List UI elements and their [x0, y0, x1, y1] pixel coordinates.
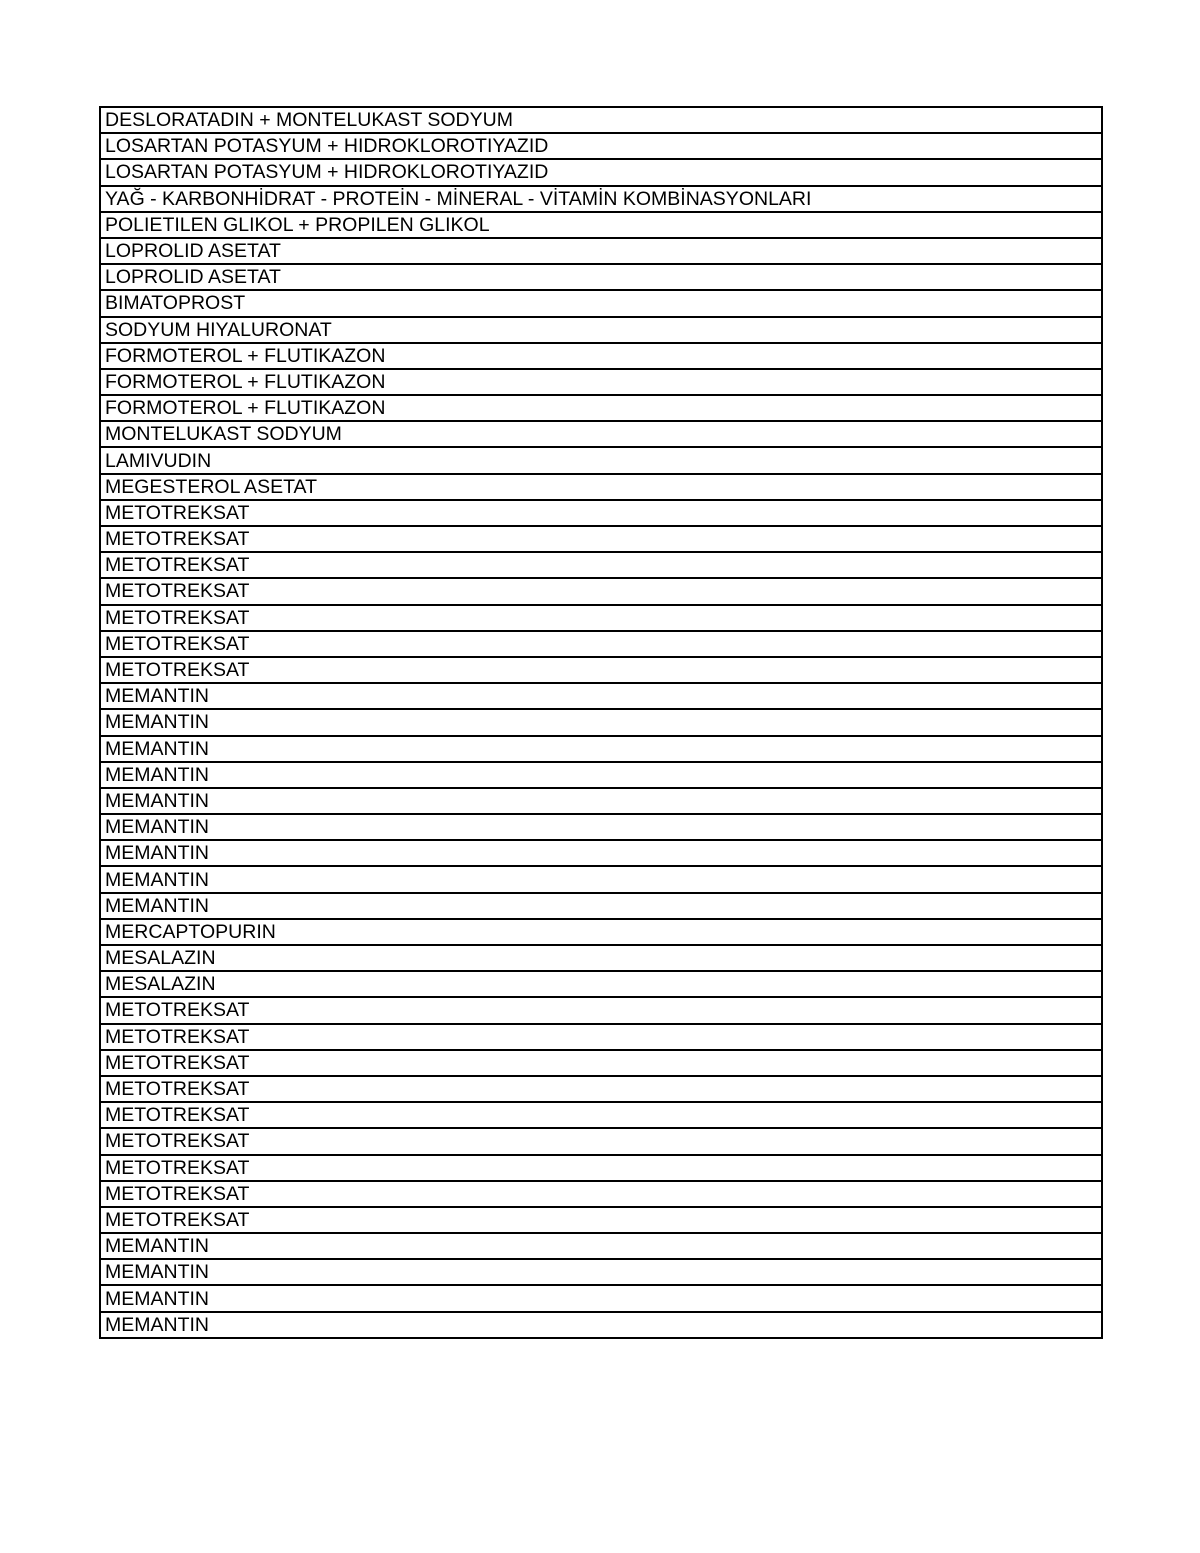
table-row: [100, 1155, 1102, 1181]
table-row: [100, 1076, 1102, 1102]
table-row: [100, 893, 1102, 919]
drug-name-cell: METOTREKSAT: [100, 578, 1102, 604]
drug-name-cell: MEMANTIN: [100, 1285, 1102, 1311]
drug-name-cell: LAMIVUDIN: [100, 447, 1102, 473]
drug-name-cell: METOTREKSAT: [100, 1024, 1102, 1050]
table-row: [100, 421, 1102, 447]
table-row: [100, 500, 1102, 526]
drug-name-cell: METOTREKSAT: [100, 1155, 1102, 1181]
drug-name-cell: LOPROLID ASETAT: [100, 238, 1102, 264]
drug-name-cell: YAĞ - KARBONHİDRAT - PROTEİN - MİNERAL - VİTAMİN KOMBİNASYONLARI: [100, 186, 1102, 212]
drug-name-cell: METOTREKSAT: [100, 1207, 1102, 1233]
table-row: [100, 107, 1102, 133]
table-row: [100, 212, 1102, 238]
drug-name-cell: MONTELUKAST SODYUM: [100, 421, 1102, 447]
drug-name-cell: SODYUM HIYALURONAT: [100, 317, 1102, 343]
drug-name-cell: METOTREKSAT: [100, 997, 1102, 1023]
drug-name-cell: FORMOTEROL + FLUTIKAZON: [100, 369, 1102, 395]
drug-name-cell: MEMANTIN: [100, 788, 1102, 814]
table-row: [100, 1181, 1102, 1207]
drug-name-cell: MEMANTIN: [100, 840, 1102, 866]
table-row: [100, 605, 1102, 631]
table-row: [100, 1102, 1102, 1128]
drug-name-cell: LOSARTAN POTASYUM + HIDROKLOROTIYAZID: [100, 159, 1102, 185]
table-row: [100, 788, 1102, 814]
drug-name-cell: MEMANTIN: [100, 736, 1102, 762]
table-row: [100, 159, 1102, 185]
table-row: [100, 290, 1102, 316]
table-row: [100, 1312, 1102, 1338]
table-row: [100, 264, 1102, 290]
drug-name-cell: POLIETILEN GLIKOL + PROPILEN GLIKOL: [100, 212, 1102, 238]
table-row: [100, 840, 1102, 866]
drug-name-cell: MEMANTIN: [100, 866, 1102, 892]
drug-name-cell: MEMANTIN: [100, 709, 1102, 735]
table-row: [100, 1285, 1102, 1311]
table-row: [100, 186, 1102, 212]
table-row: [100, 1259, 1102, 1285]
table-row: [100, 1233, 1102, 1259]
table-row: [100, 736, 1102, 762]
drug-name-cell: METOTREKSAT: [100, 526, 1102, 552]
table-row: [100, 238, 1102, 264]
drug-name-cell: MERCAPTOPURIN: [100, 919, 1102, 945]
drug-name-cell: MEMANTIN: [100, 814, 1102, 840]
drug-name-cell: DESLORATADIN + MONTELUKAST SODYUM: [100, 107, 1102, 133]
table-row: [100, 1128, 1102, 1154]
drug-name-cell: MEMANTIN: [100, 893, 1102, 919]
table-row: [100, 945, 1102, 971]
drug-name-cell: MEMANTIN: [100, 1259, 1102, 1285]
table-row: [100, 1050, 1102, 1076]
drug-name-cell: MESALAZIN: [100, 945, 1102, 971]
table-row: [100, 133, 1102, 159]
drug-list-table: [99, 106, 1103, 1339]
drug-name-cell: MEMANTIN: [100, 762, 1102, 788]
drug-name-cell: MEMANTIN: [100, 683, 1102, 709]
table-row: [100, 997, 1102, 1023]
drug-name-cell: MEMANTIN: [100, 1312, 1102, 1338]
drug-name-cell: METOTREKSAT: [100, 605, 1102, 631]
drug-name-cell: FORMOTEROL + FLUTIKAZON: [100, 395, 1102, 421]
drug-name-cell: MESALAZIN: [100, 971, 1102, 997]
table-row: [100, 395, 1102, 421]
table-row: [100, 526, 1102, 552]
drug-name-cell: METOTREKSAT: [100, 500, 1102, 526]
table-row: [100, 552, 1102, 578]
table-row: [100, 317, 1102, 343]
drug-name-cell: LOSARTAN POTASYUM + HIDROKLOROTIYAZID: [100, 133, 1102, 159]
table-row: [100, 683, 1102, 709]
table-row: [100, 369, 1102, 395]
table-row: [100, 1024, 1102, 1050]
drug-list-body: [100, 107, 1102, 1338]
drug-name-cell: METOTREKSAT: [100, 1050, 1102, 1076]
drug-name-cell: MEGESTEROL ASETAT: [100, 474, 1102, 500]
drug-name-cell: METOTREKSAT: [100, 1102, 1102, 1128]
table-row: [100, 1207, 1102, 1233]
table-row: [100, 814, 1102, 840]
drug-name-cell: FORMOTEROL + FLUTIKAZON: [100, 343, 1102, 369]
table-row: [100, 709, 1102, 735]
table-row: [100, 971, 1102, 997]
table-row: [100, 474, 1102, 500]
table-row: [100, 447, 1102, 473]
drug-name-cell: METOTREKSAT: [100, 1181, 1102, 1207]
table-row: [100, 657, 1102, 683]
table-row: [100, 919, 1102, 945]
drug-name-cell: METOTREKSAT: [100, 631, 1102, 657]
drug-name-cell: METOTREKSAT: [100, 1128, 1102, 1154]
drug-name-cell: METOTREKSAT: [100, 1076, 1102, 1102]
table-row: [100, 762, 1102, 788]
table-row: [100, 631, 1102, 657]
drug-name-cell: MEMANTIN: [100, 1233, 1102, 1259]
table-row: [100, 866, 1102, 892]
drug-name-cell: BIMATOPROST: [100, 290, 1102, 316]
drug-name-cell: LOPROLID ASETAT: [100, 264, 1102, 290]
table-row: [100, 343, 1102, 369]
drug-name-cell: METOTREKSAT: [100, 657, 1102, 683]
drug-name-cell: METOTREKSAT: [100, 552, 1102, 578]
table-row: [100, 578, 1102, 604]
